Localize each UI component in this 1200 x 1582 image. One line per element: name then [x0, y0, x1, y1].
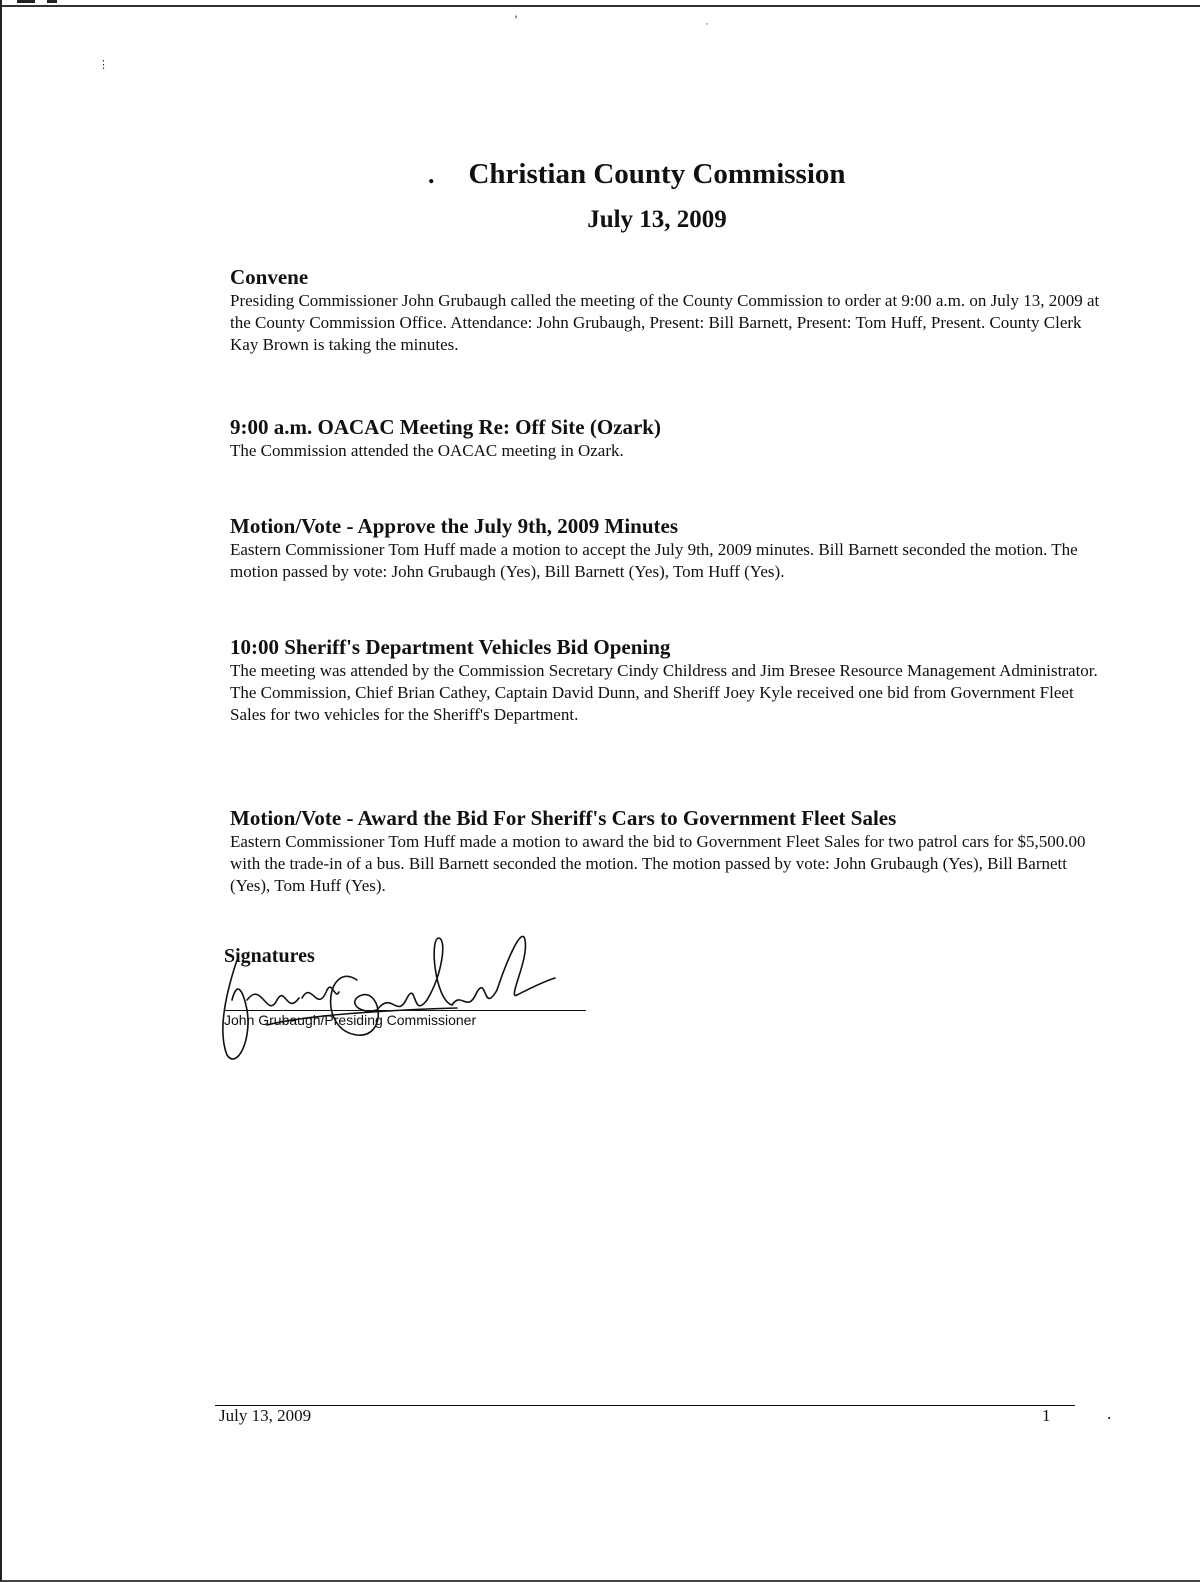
- section-heading: 9:00 a.m. OACAC Meeting Re: Off Site (Ozark): [230, 415, 661, 439]
- signatures-label: Signatures: [224, 945, 315, 967]
- top-border-rule: [2, 5, 1200, 7]
- section-paragraph: The Commission, Chief Brian Cathey, Captain David Dunn, and Sheriff Joey Kyle received one bid from Government Fleet Sales for two vehicles for the Sheriff's Department.: [230, 683, 1074, 724]
- section-paragraph: Presiding Commissioner John Grubaugh called the meeting of the County Commission to order at 9:00 a.m. on July 13, 2009 at the County Commission Office. Attendance: John Grubaugh, Present: Bill Barnett, Present: Tom Huff, Present. County Clerk Kay Brown is taking the minutes.: [230, 291, 1100, 354]
- signature-caption: John Grubaugh/Presiding Commissioner: [224, 1012, 477, 1028]
- section-convene: [230, 264, 1100, 356]
- page-title: Christian County Commission: [468, 158, 846, 190]
- section-approve-minutes: [230, 513, 1100, 583]
- stray-mark: .: [1107, 1404, 1112, 1423]
- page-number: 1: [1042, 1406, 1051, 1425]
- scan-mark: [17, 0, 35, 3]
- section-paragraph: Eastern Commissioner Tom Huff made a motion to award the bid to Government Fleet Sales for two patrol cars for $5,500.00 with the trade-in of a bus. Bill Barnett seconded the motion. The motion passed by vote: John Grubaugh (Yes), Bill Barnett (Yes), Tom Huff (Yes).: [230, 832, 1086, 895]
- section-heading: Convene: [230, 265, 309, 289]
- scan-speck: ˙: [705, 20, 709, 34]
- section-heading: Motion/Vote - Award the Bid For Sheriff's Cars to Government Fleet Sales: [230, 806, 897, 830]
- handwritten-signature: [207, 920, 567, 1070]
- scan-speck: ’: [514, 12, 518, 26]
- stray-mark: .: [428, 160, 435, 189]
- section-heading: Motion/Vote - Approve the July 9th, 2009 Minutes: [230, 514, 679, 538]
- section-award-bid: [230, 805, 1100, 897]
- section-heading: 10:00 Sheriff's Department Vehicles Bid Opening: [230, 635, 671, 659]
- meeting-date: July 13, 2009: [587, 206, 727, 233]
- section-paragraph: The Commission attended the OACAC meeting in Ozark.: [230, 441, 624, 460]
- footer-date: July 13, 2009: [219, 1406, 312, 1425]
- section-paragraph: The meeting was attended by the Commission Secretary Cindy Childress and Jim Bresee Resource Management Administrator.: [230, 661, 1098, 680]
- scan-speck: ⋮: [98, 59, 109, 71]
- section-paragraph: Eastern Commissioner Tom Huff made a motion to accept the July 9th, 2009 minutes. Bill Barnett seconded the motion. The motion passed by vote: John Grubaugh (Yes), Bill Barnett (Yes), Tom Huff (Yes).: [230, 540, 1078, 581]
- scan-mark: [47, 0, 57, 3]
- section-bid-opening: [230, 634, 1100, 726]
- footer-rule: [215, 1405, 1075, 1406]
- section-oacac-meeting: [230, 414, 1100, 462]
